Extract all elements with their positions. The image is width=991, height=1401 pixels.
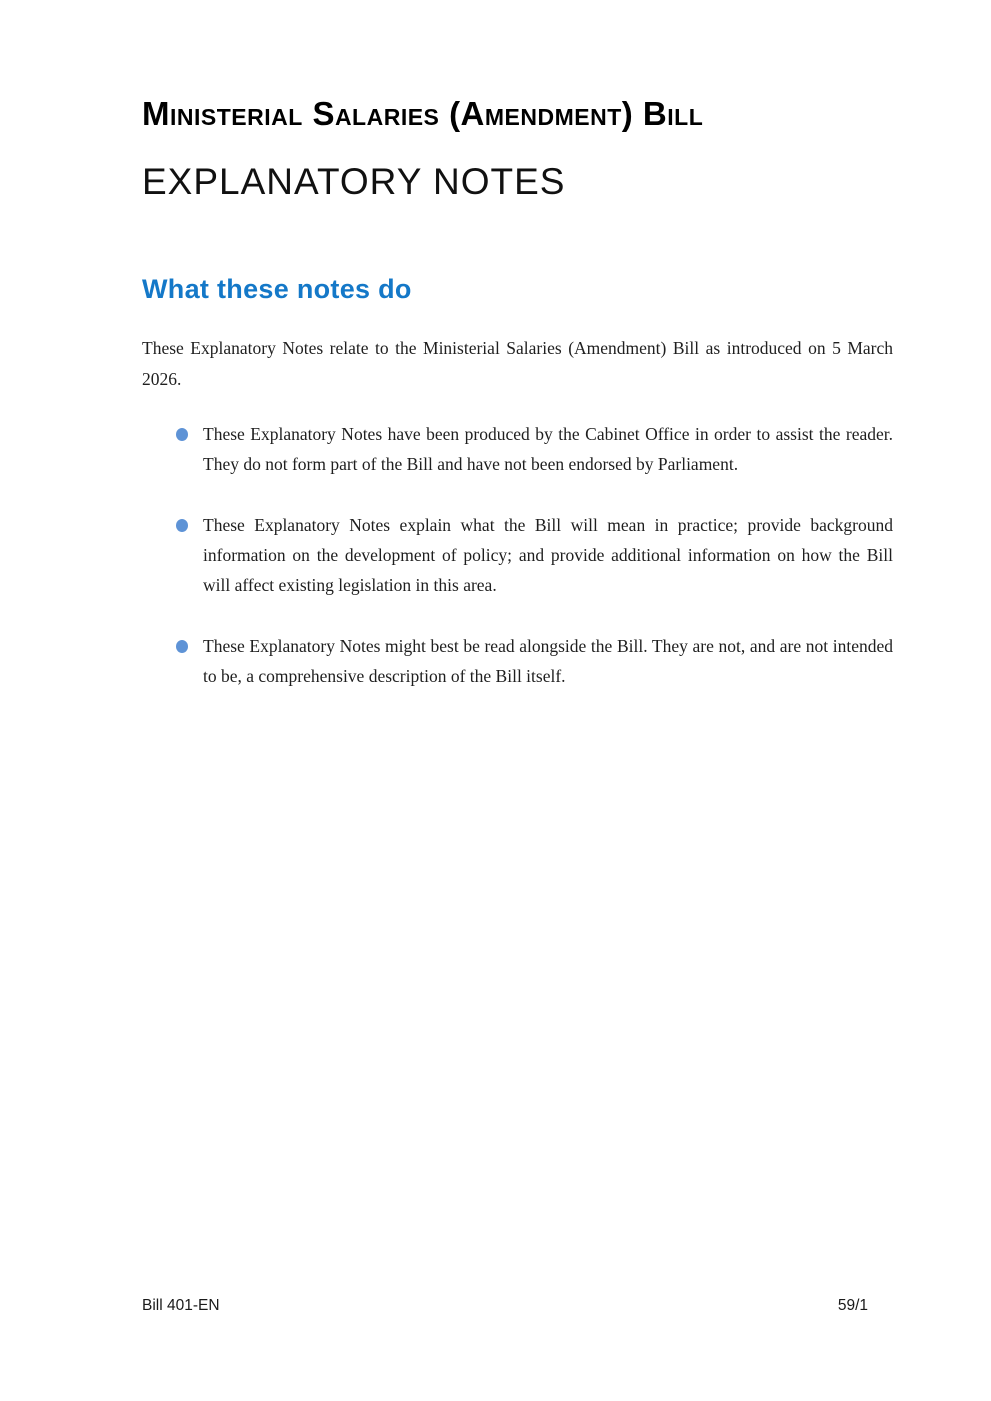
- bullet-icon: [176, 519, 188, 532]
- page-footer: [142, 1297, 868, 1315]
- footer-print-number: 59/1: [837, 1297, 868, 1314]
- section-heading: What these notes do: [142, 274, 412, 304]
- list-item-text: These Explanatory Notes might best be read alongside the Bill. They are not, and are not intended to be, a comprehensive description of the Bill itself.: [203, 636, 893, 686]
- intro-paragraph: These Explanatory Notes relate to the Ministerial Salaries (Amendment) Bill as introduced on 5 March 2026.: [142, 338, 893, 389]
- footer-bill-number: Bill 401-EN: [142, 1297, 220, 1314]
- notes-list: [142, 419, 893, 691]
- list-item: [142, 419, 893, 479]
- bullet-icon: [176, 640, 188, 653]
- doc-subtitle: EXPLANATORY NOTES: [142, 161, 566, 202]
- list-item: [142, 510, 893, 600]
- bullet-icon: [176, 428, 188, 441]
- list-item: [142, 631, 893, 691]
- list-item-text: These Explanatory Notes have been produced by the Cabinet Office in order to assist the reader. They do not form part of the Bill and have not been endorsed by Parliament.: [203, 424, 893, 474]
- list-item-text: These Explanatory Notes explain what the Bill will mean in practice; provide background information on the development of policy; and provide additional information on how the Bill will affect existing legislation in this area.: [203, 515, 893, 595]
- bill-title: Ministerial Salaries (Amendment) Bill: [142, 95, 704, 132]
